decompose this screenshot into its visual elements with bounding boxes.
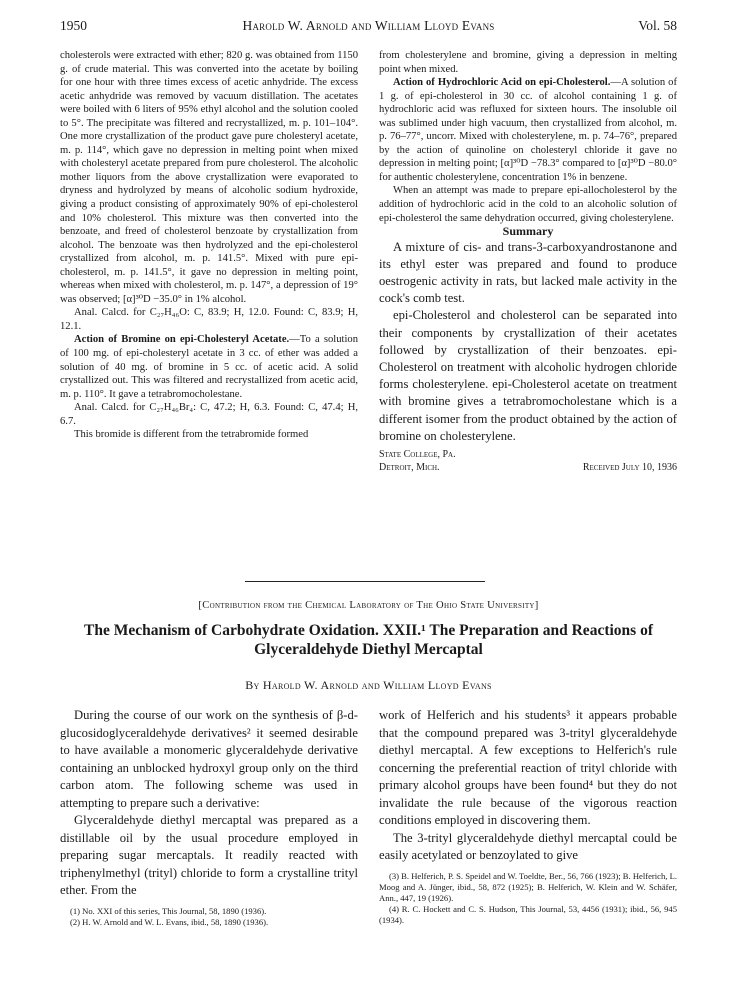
analysis-line: Anal. Calcd. for C₂₇H₄₆Br₄: C, 47.2; H, 6.3. Found: C, 47.4; H, 6.7. — [60, 402, 358, 427]
received-date: Received July 10, 1936 — [582, 461, 677, 473]
paragraph: The 3-trityl glyceraldehyde diethyl mercaptal could be easily acetylated or benzoylated to give — [379, 830, 677, 862]
paragraph: During the course of our work on the synthesis of β-d-glucosidoglyceraldehyde derivatives² it seemed desirable to have available a monomeric glyceraldehyde derivative containing an unblocked hydroxyl group only on the third carbon atom. The following scheme was used in attempting to prepare such a derivative: — [60, 708, 358, 810]
section-run-in-heading: Action of Hydrochloric Acid on epi-Cholesterol. — [393, 77, 611, 89]
page-number: 1950 — [60, 18, 87, 33]
article-title: The Mechanism of Carbohydrate Oxidation. XXII.¹ The Preparation and Reactions of Glyceraldehyde Diethyl Mercaptal — [84, 622, 653, 658]
contribution-line: [Contribution from the Chemical Laboratory of The Ohio State University] — [198, 600, 539, 611]
paragraph: When an attempt was made to prepare epi-allocholesterol by the addition of hydrochloric acid in the cold to an alcoholic solution of epi-cholesterol the same dehydration occurred, giving cholesterylene. — [379, 185, 677, 224]
paragraph: This bromide is different from the tetrabromide formed — [74, 429, 309, 441]
footnotes — [60, 906, 358, 928]
paragraph: from cholesterylene and bromine, giving a depression in melting point when mixed. — [379, 50, 677, 75]
footnote: (1) No. XXI of this series, This Journal, 58, 1890 (1936). — [70, 905, 267, 916]
affiliation-line: State College, Pa. — [379, 449, 456, 461]
summary-body — [379, 239, 677, 445]
page-header — [60, 18, 677, 38]
paragraph-text: —To a solution of 100 mg. of epi-cholesteryl acetate in 3 cc. of ether was added a solution of 40 mg. of bromine in 5 cc. of acetic acid. A solid crystallized out. This was filtered and recrystallized from acetic acid, m. p. 110°. It gave a tetrabromocholestane. — [60, 334, 358, 400]
analysis-line: Anal. Calcd. for C₂₇H₄₆O: C, 83.9; H, 12.0. Found: C, 83.9; H, 12.1. — [60, 307, 358, 332]
paragraph: work of Helferich and his students³ it appears probable that the compound prepared was 3-trityl glyceraldehyde diethyl mercaptal. A few exceptions to Helferich's rule concerning the preferential reaction of trityl chloride with primary alcohol groups have been found⁴ but they do not invalidate the rule because of the vigorous reaction conditions employed in discovering them. — [379, 708, 677, 827]
paragraph: cholesterols were extracted with ether; 820 g. was obtained from 1150 g. of crude material. This was converted into the acetate by boiling for one hour with three times excess of acetic anhydride. The excess acetic anhydride was removed by vacuum distillation. The acetates were boiled with 6 liters of 95% ethyl alcohol and the solution cooled to 5°. The precipitate was filtered and recrystallized, m. p. 101–104°. One more crystallization of the product gave pure cholesteryl acetate, m. p. 114°, which gave no depression in melting point when mixed with cholesteryl acetate prepared from pure cholesterol. The alcoholic mother liquors from the above crystallization were evaporated to dryness and hydrolyzed by means of alcoholic sodium hydroxide, giving a product consisting of approximately 90% of epi-cholesterol and 10% cholesterol. This mixture was then converted into the benzoate, and freed of cholesterol benzoate by crystallization from alcohol. The benzoate was then hydrolyzed and the epi-cholesterol crystallized from alcohol, m. p. 141.5°. Mixed with pure epi-cholesterol, m. p. 141.5°, it gave no depression in melting point, whereas when mixed with cholesterol, m. p. 147°, a depression of 19° was observed; [α]³⁰D −35.0° in 1% alcohol. — [60, 50, 358, 305]
paragraph-text: —A solution of 1 g. of epi-cholesterol in 30 cc. of alcohol containing 1 g. of hydrochloric acid was refluxed for sixteen hours. The insoluble oil was sublimed under high vacuum, then crystallized from alcohol, m. p. 76–77°, uncorr. Mixed with cholesterylene, m. p. 74–76°, prepared by the action of quinoline on cholesteryl chloride it gave no depression in melting point; [α]³⁰D −78.3° compared to [α]³⁰D −80.0° for authentic cholesterylene, concentration 1% in benzene. — [379, 77, 678, 183]
left-column — [60, 49, 358, 442]
paragraph — [60, 333, 358, 401]
footnotes — [379, 871, 677, 926]
running-title: Harold W. Arnold and William Lloyd Evans — [242, 18, 495, 33]
affiliation-block — [379, 449, 677, 474]
affiliation-line: Detroit, Mich. — [379, 461, 440, 473]
article-left-column — [60, 707, 358, 928]
article-byline: By Harold W. Arnold and William Lloyd Evans — [245, 678, 492, 692]
paragraph: Glyceraldehyde diethyl mercaptal was prepared as a distillable oil by the usual procedure employed in preparing sugar mercaptals. It readily reacted with triphenylmethyl (trityl) chloride to form a crystalline trityl ether. From the — [60, 813, 358, 897]
section-divider — [245, 581, 485, 582]
section-run-in-heading: Action of Bromine on epi-Cholesteryl Acetate. — [74, 334, 290, 346]
volume-label: Vol. 58 — [638, 18, 677, 33]
right-column — [379, 49, 677, 474]
footnote: (4) R. C. Hockett and C. S. Hudson, This Journal, 53, 4456 (1931); ibid., 56, 945 (1934). — [379, 903, 677, 925]
footnote: (3) B. Helferich, P. S. Speidel and W. Toeldte, Ber., 56, 766 (1923); B. Helferich, L. Moog and A. Jünger, ibid., 58, 872 (1925); B. Helferich, W. Klein and W. Schäfer, Ann., 447, 19 (1926). — [379, 870, 677, 903]
summary-heading: Summary — [502, 224, 554, 239]
article-right-column — [379, 707, 677, 926]
paragraph — [379, 76, 677, 184]
summary-paragraph: A mixture of cis- and trans-3-carboxyandrostanone and its ethyl ester was prepared and found to produce oestrogenic activity in rats, but lacked male activity in the cock's comb test. — [379, 239, 677, 306]
footnote: (2) H. W. Arnold and W. L. Evans, ibid., 58, 1890 (1936). — [70, 916, 269, 927]
summary-paragraph: epi-Cholesterol and cholesterol can be separated into their components by crystallization of their acetates followed by crystallization of their benzoates. epi-Cholesterol on treatment with alcoholic hydrogen chloride forms cholesterylene. epi-Cholesterol acetate on treatment with bromine gives a tetrabromocholestane which is a different isomer from the product obtained by the action of bromine on cholesterylene. — [379, 308, 677, 443]
